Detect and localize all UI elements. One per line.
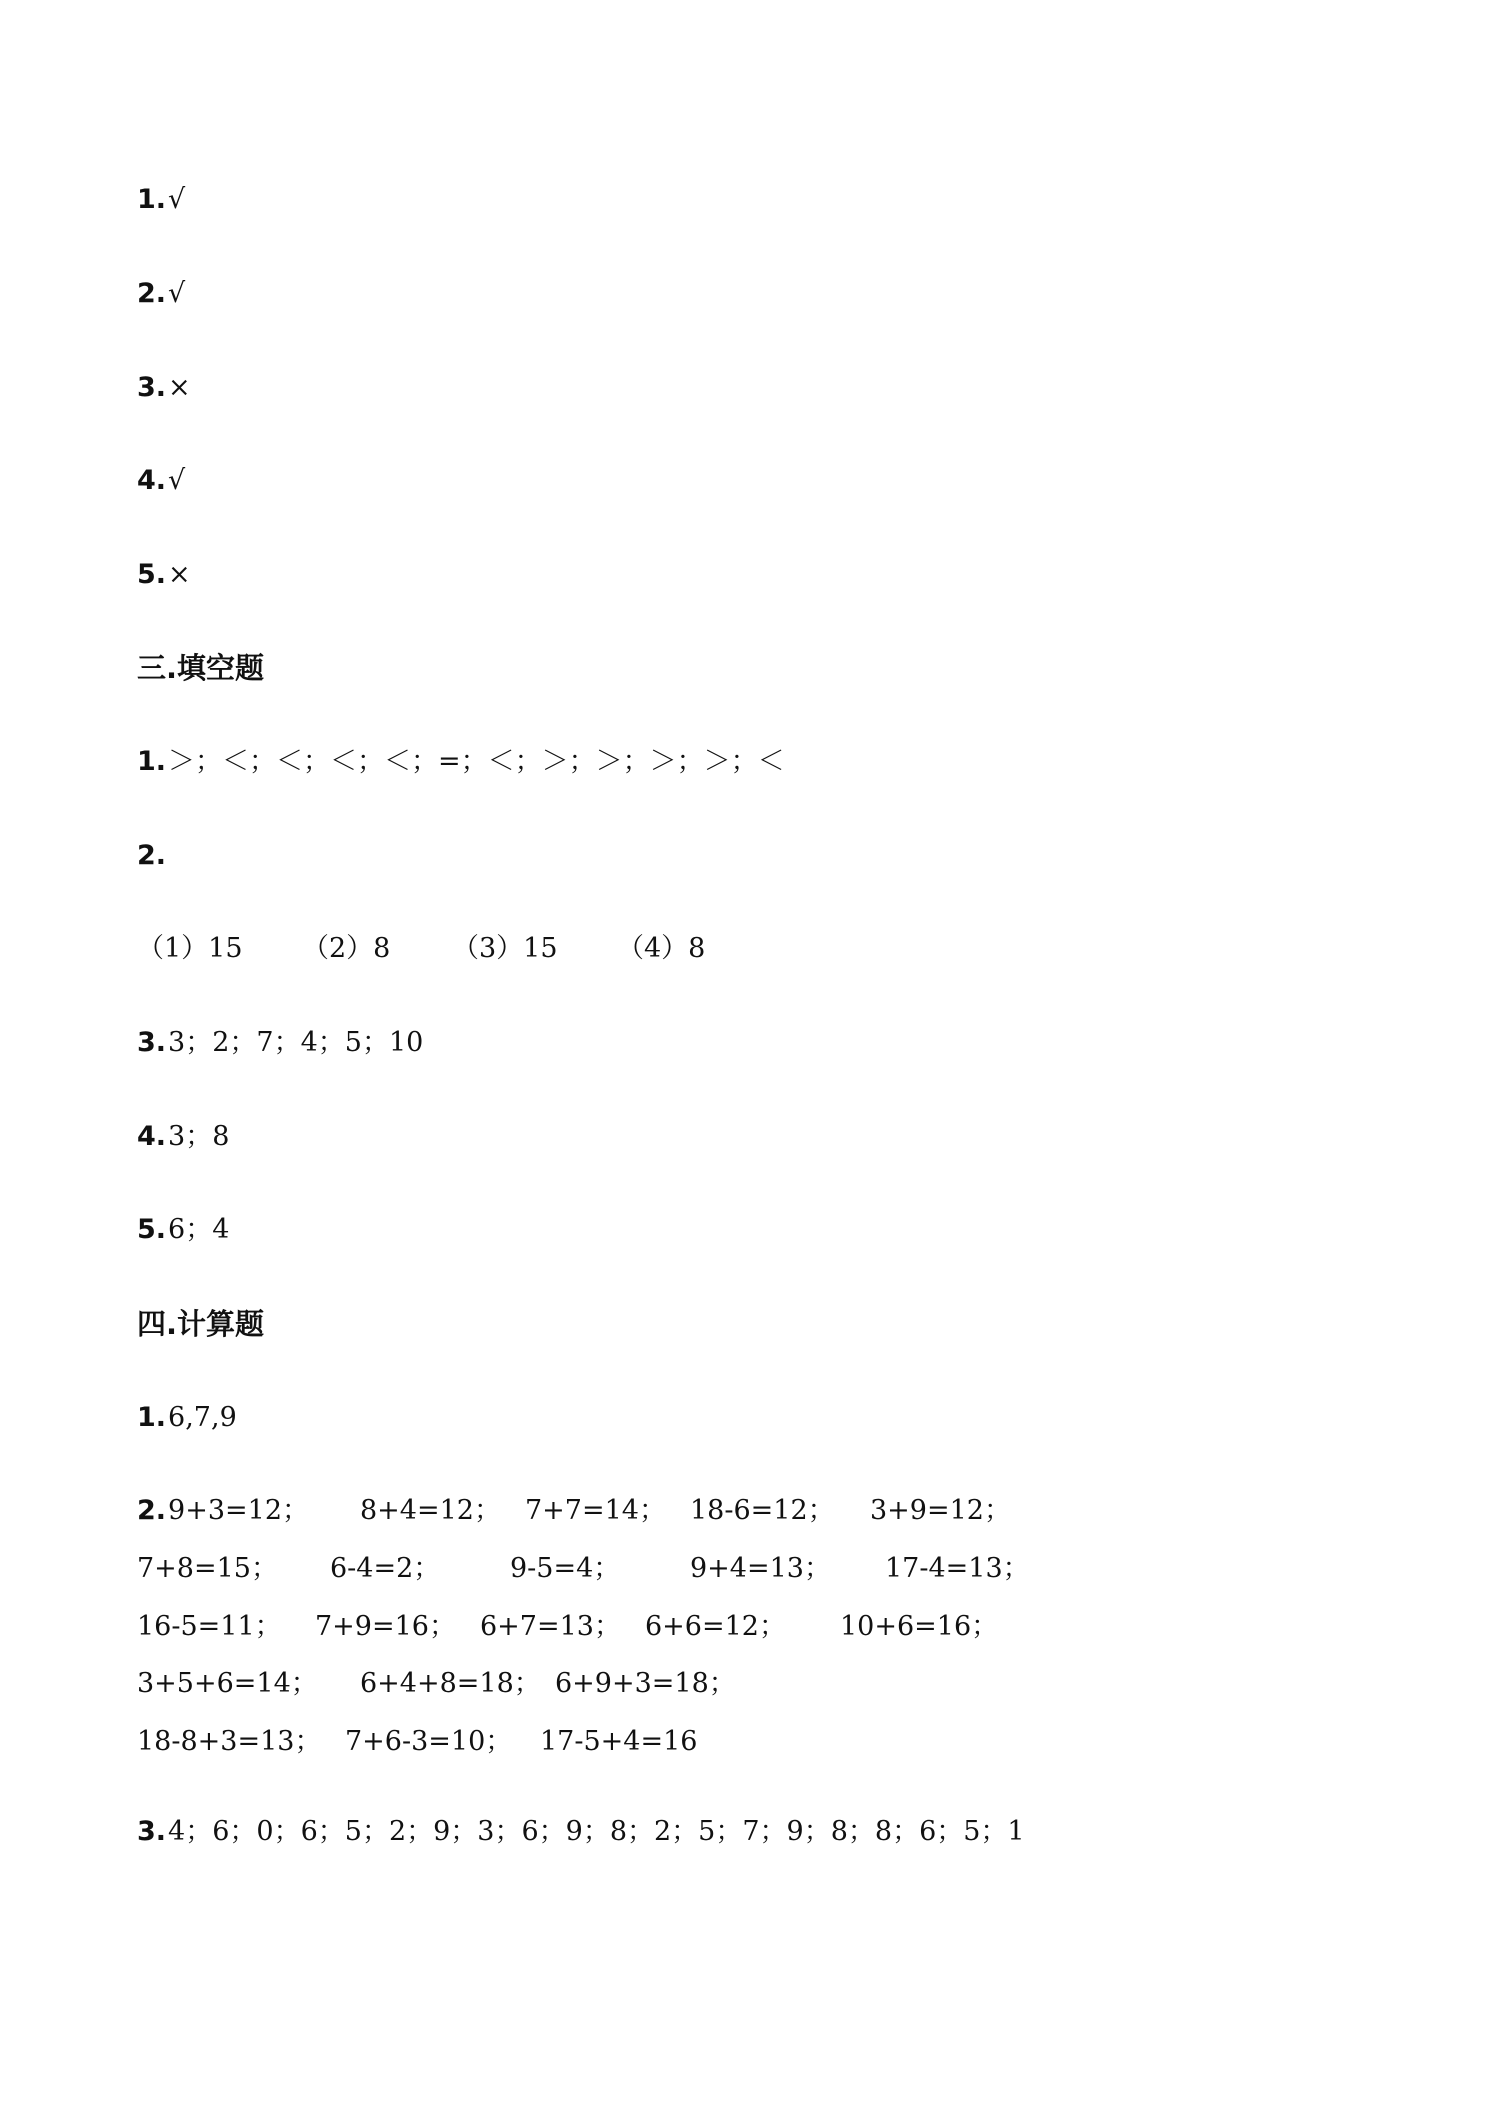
item-number: 3. (137, 1816, 167, 1847)
equation: 6-4=2； (330, 1553, 441, 1584)
item-number: 4. (137, 465, 167, 496)
fill-in-q5 (137, 1213, 229, 1247)
equation: 8+4=12； (360, 1495, 501, 1526)
judgement-item-4 (137, 464, 185, 498)
equation: 9+4=13； (690, 1553, 831, 1584)
calculation-q2-row-1 (137, 1494, 309, 1528)
calculation-q3 (137, 1815, 1025, 1849)
equation: 17-5+4=16 (540, 1726, 698, 1757)
item-number: 1. (137, 1402, 167, 1433)
calculation-q1 (137, 1401, 237, 1435)
item-answer: 6；4 (168, 1214, 230, 1245)
equation: 16-5=11； (137, 1611, 282, 1642)
equation: 6+6=12； (645, 1611, 786, 1642)
judgement-item-2 (137, 277, 185, 311)
fill-in-q2-part-4: （4）8 (617, 933, 706, 964)
equation: 6+4+8=18； (360, 1668, 541, 1699)
item-number: 2. (137, 840, 167, 871)
fill-in-q1 (137, 745, 785, 779)
item-answer: 3；8 (168, 1121, 230, 1152)
fill-in-q3 (137, 1026, 423, 1060)
item-answer: √ (168, 465, 186, 496)
equation: 3+5+6=14； (137, 1668, 318, 1699)
item-answer: √ (168, 184, 186, 215)
equation: 7+8=15； (137, 1553, 278, 1584)
item-answer: 4；6；0；6；5；2；9；3；6；9；8；2；5；7；9；8；8；6；5；1 (168, 1816, 1025, 1847)
item-answer: 6,7,9 (168, 1402, 237, 1433)
item-number: 5. (137, 559, 167, 590)
fill-in-q2 (137, 839, 168, 873)
fill-in-q4 (137, 1120, 229, 1154)
item-answer: 3；2；7；4；5；10 (168, 1027, 424, 1058)
judgement-item-5 (137, 558, 191, 592)
equation: 10+6=16； (840, 1611, 999, 1642)
equation: 6+7=13； (480, 1611, 621, 1642)
item-answer: × (168, 372, 191, 403)
judgement-item-1 (137, 183, 185, 217)
item-number: 2. (137, 278, 167, 309)
equation: 9-5=4； (510, 1553, 621, 1584)
item-number: 1. (137, 746, 167, 777)
item-number: 2. (137, 1495, 167, 1526)
item-number: 3. (137, 1027, 167, 1058)
item-number: 5. (137, 1214, 167, 1245)
item-answer: × (168, 559, 191, 590)
equation: 18-8+3=13； (137, 1726, 322, 1757)
fill-in-q2-part-1: （1）15 (137, 933, 243, 964)
equation: 7+9=16； (315, 1611, 456, 1642)
fill-in-q2-part-2: （2）8 (302, 933, 391, 964)
equation: 6+9+3=18； (555, 1668, 736, 1699)
section-title-calculation: 四.计算题 (137, 1307, 265, 1341)
equation: 3+9=12； (870, 1495, 1011, 1526)
equation: 9+3=12； (168, 1495, 310, 1526)
item-number: 1. (137, 184, 167, 215)
equation: 18-6=12； (690, 1495, 835, 1526)
judgement-item-3 (137, 371, 191, 405)
item-number: 4. (137, 1121, 167, 1152)
section-title-fill-in: 三.填空题 (137, 651, 265, 685)
equation: 17-4=13； (885, 1553, 1030, 1584)
item-number: 3. (137, 372, 167, 403)
item-answer: √ (168, 278, 186, 309)
equation: 7+7=14； (525, 1495, 666, 1526)
fill-in-q2-part-3: （3）15 (452, 933, 558, 964)
item-answer: ＞；＜；＜；＜；＜；=；＜；＞；＞；＞；＞；＜ (168, 746, 785, 777)
equation: 7+6-3=10； (345, 1726, 513, 1757)
